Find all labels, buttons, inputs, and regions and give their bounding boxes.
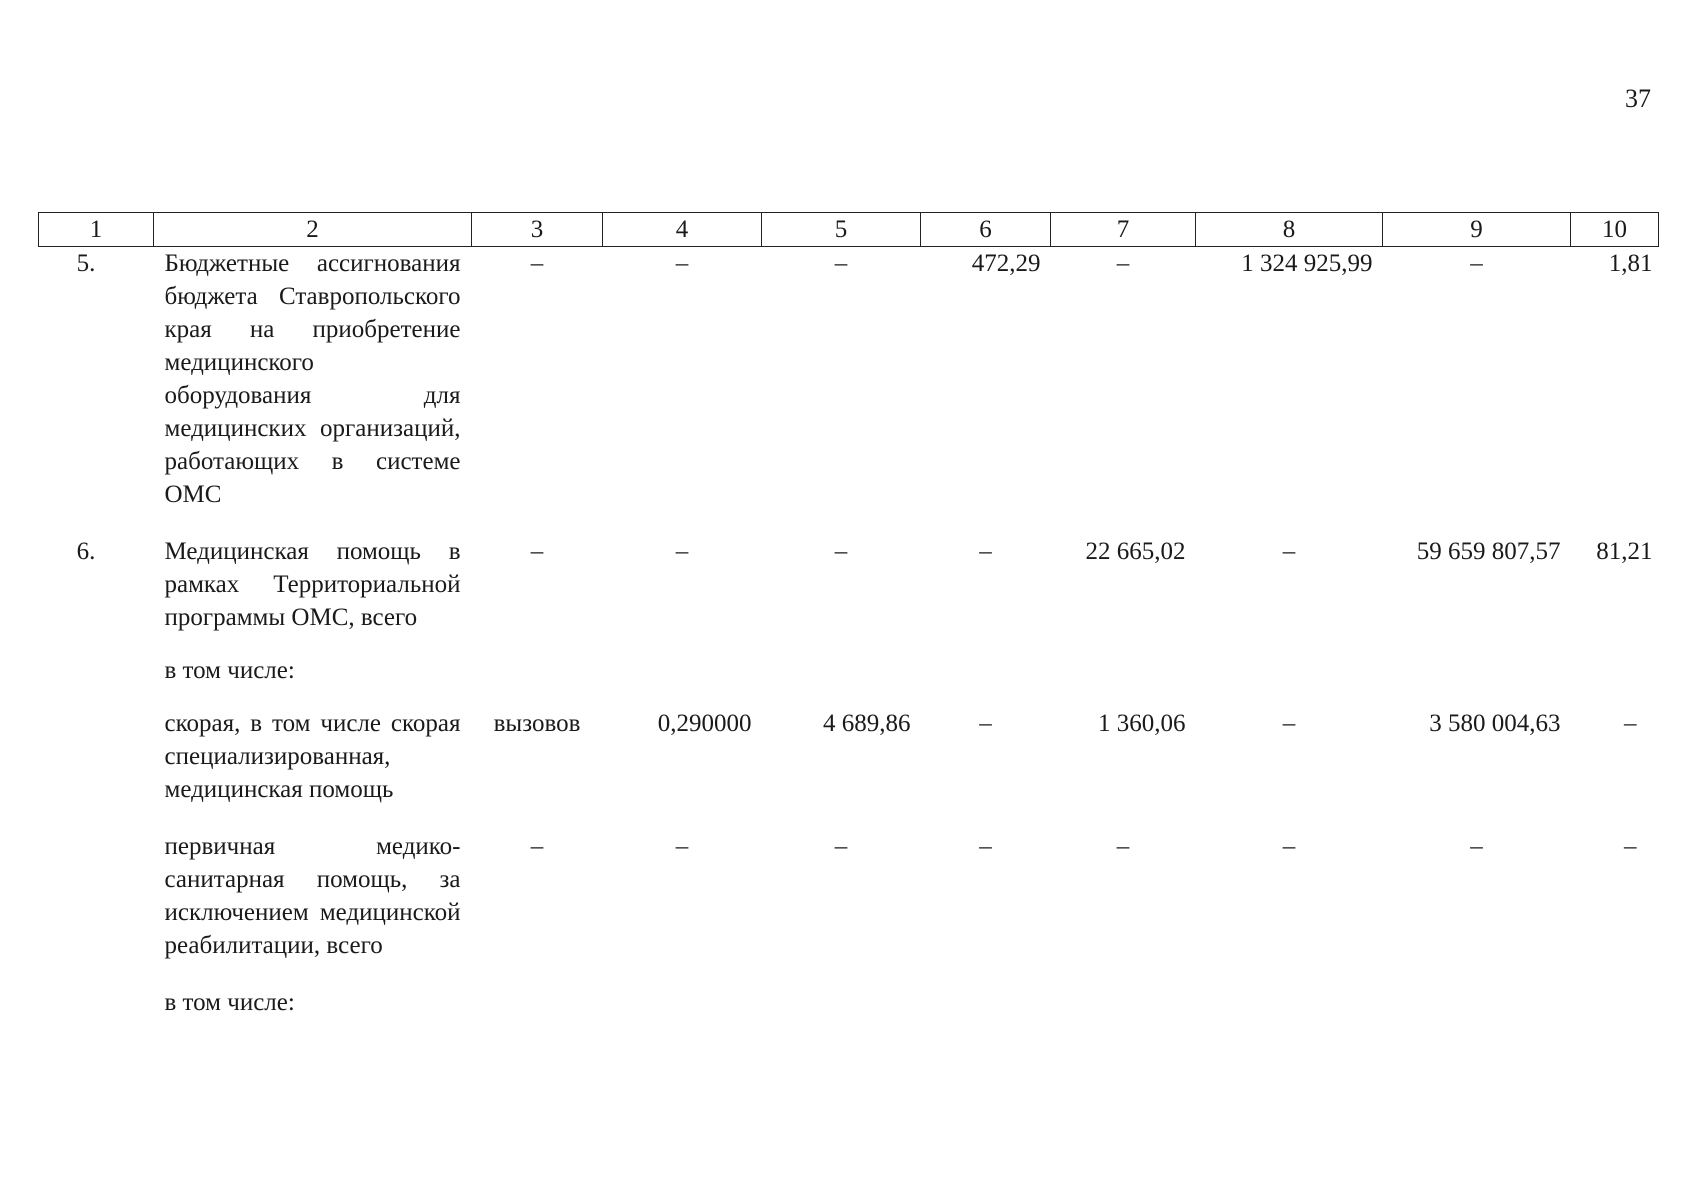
column-header: 4 [603,213,762,247]
cell-col7: – [1116,250,1130,277]
cell-col5: – [834,250,848,277]
row-name: скорая, в том числе скорая специализированная, медицинская помощь [164,710,461,803]
budget-table [38,212,1659,1019]
column-header: 5 [762,213,921,247]
cell-unit: – [530,538,544,565]
cell-col4: – [675,250,689,277]
cell-col9: 3 580 004,63 [1429,710,1561,737]
column-header: 3 [472,213,603,247]
table-row [39,830,1659,962]
cell-col10: – [1624,710,1637,737]
table-row [39,707,1659,806]
cell-col5: – [834,833,848,860]
cell-col4: – [675,833,689,860]
cell-col6: – [979,833,992,860]
cell-col4: 0,290000 [657,710,752,737]
cell-col8: – [1282,710,1296,737]
column-header: 2 [154,213,472,247]
page-number: 37 [1625,84,1651,113]
cell-col9: – [1470,250,1483,277]
cell-col8: – [1282,538,1296,565]
row-name: первичная медико-санитарная помощь, за исключением медицинской реабилитации, всего [164,833,461,959]
table-row [39,247,1659,512]
row-name: Бюджетные ассигнования бюджета Ставропольского края на приобретение медицинского оборудования для медицинских организаций, работающих в системе ОМС [164,250,461,508]
cell-col7: 1 360,06 [1098,710,1186,737]
cell-col7: – [1116,833,1130,860]
table-row [39,654,1659,687]
column-header: 7 [1051,213,1196,247]
cell-col5: 4 689,86 [823,710,911,737]
column-header: 8 [1196,213,1383,247]
cell-col9: 59 659 807,57 [1416,538,1561,565]
row-name: Медицинская помощь в рамках Территориальной программы ОМС, всего [164,538,461,631]
row-number: 6. [76,538,96,565]
cell-col6: – [979,710,992,737]
row-subheading: в том числе: [164,657,295,684]
cell-col10: – [1624,833,1637,860]
table-row [39,535,1659,634]
column-header: 1 [39,213,154,247]
column-header: 10 [1571,213,1659,247]
column-header: 6 [921,213,1051,247]
column-number-header-row [39,213,1659,247]
row-subheading: в том числе: [164,989,295,1016]
cell-col5: – [834,538,848,565]
cell-col8: – [1282,833,1296,860]
column-header: 9 [1383,213,1571,247]
cell-col8: 1 324 925,99 [1241,250,1373,277]
row-number: 5. [76,250,96,277]
cell-col9: – [1470,833,1483,860]
cell-unit: – [530,833,544,860]
cell-col10: 81,21 [1596,538,1653,565]
cell-col6: 472,29 [971,250,1041,277]
cell-col4: – [675,538,689,565]
cell-col7: 22 665,02 [1085,538,1186,565]
table-row [39,986,1659,1019]
cell-unit: – [530,250,544,277]
cell-col10: 1,81 [1608,250,1653,277]
cell-unit: вызовов [493,710,581,737]
cell-col6: – [979,538,992,565]
